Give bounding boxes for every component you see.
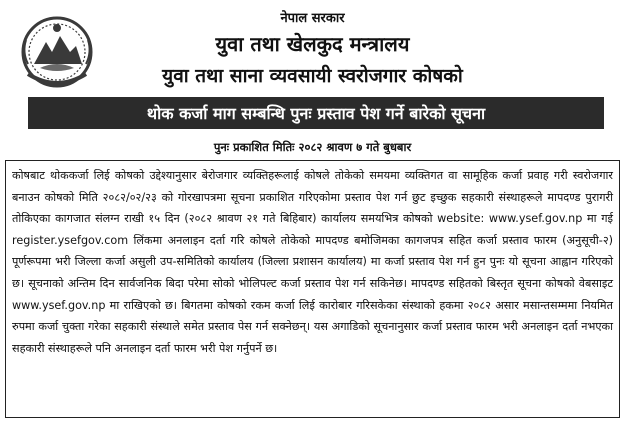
- government-name: नेपाल सरकार: [280, 11, 345, 26]
- reissue-date: पुनः प्रकाशित मितिः २०८२ श्रावण ७ गते बुधबार: [213, 140, 412, 154]
- notice-body-box: [5, 160, 620, 418]
- fund-name: युवा तथा साना व्यवसायी स्वरोजगार कोषको: [162, 65, 463, 87]
- notice-body-text: कोषबाट थोककर्जा लिई कोषको उद्देश्यानुसार बेरोजगार व्यक्तिहरूलाई कोषले तोकेको समयमा व्यक्तिगत वा सामूहिक कर्जा प्रवाह गरी स्वरोजगार बनाउन कोषको मिति २०८२/०२/२३ को गोरखापत्रमा सूचना प्रकाशित गरिएकोमा प्रस्ताव पेश गर्न छुट इच्छुक सहकारी संस्थाहरूले मापदण्ड पुरागरी तोकिएका कागजात संलग्न राखी १५ दिन (२०८२ श्रावण २१ गते बिहिबार) कार्यालय समयभित्र कोषको website: www.ysef.gov.np मा गई register.ysefgov.com लिंकमा अनलाइन दर्ता गरि कोषले तोकेको मापदण्ड बमोजिमका कागजपत्र सहित कर्जा प्रस्ताव फारम (अनुसूची-२) पूर्णरूपमा भरी जिल्ला कर्जा असुली उप-समितिको कार्यालय (जिल्ला प्रशासन कार्यालय) मा कर्जा प्रस्ताव पेश गर्न हुन पुनः यो सूचना आह्वान गरिएको छ। सूचनाको अन्तिम दिन सार्वजनिक बिदा परेमा सोको भोलिपल्ट कर्जा प्रस्ताव पेश गर्न सकिनेछ। मापदण्ड सहितको बिस्तृत सूचना कोषको वेबसाइट www.ysef.gov.np मा राखिएको छ। बिगतमा कोषको रकम कर्जा लिई कारोबार गरिसकेका संस्थाको हकमा २०८२ असार मसान्तसम्ममा नियमित रुपमा कर्जा चुक्ता गरेका सहकारी संस्थाले समेत प्रस्ताव पेस गर्न सक्नेछन्। यस अगाडिको सूचनानुसार कर्जा प्रस्ताव फारम भरी अनलाइन दर्ता नभएका सहकारी संस्थाहरूले पनि अनलाइन दर्ता फारम भरी पेश गर्नुपर्ने छ।: [12, 169, 613, 355]
- notice-title: थोक कर्जा माग सम्बन्धि पुनः प्रस्ताव पेश गर्ने बारेको सूचना: [146, 104, 486, 123]
- ministry-name: युवा तथा खेलकुद मन्त्रालय: [215, 32, 410, 56]
- notice-title-bar: [28, 97, 604, 129]
